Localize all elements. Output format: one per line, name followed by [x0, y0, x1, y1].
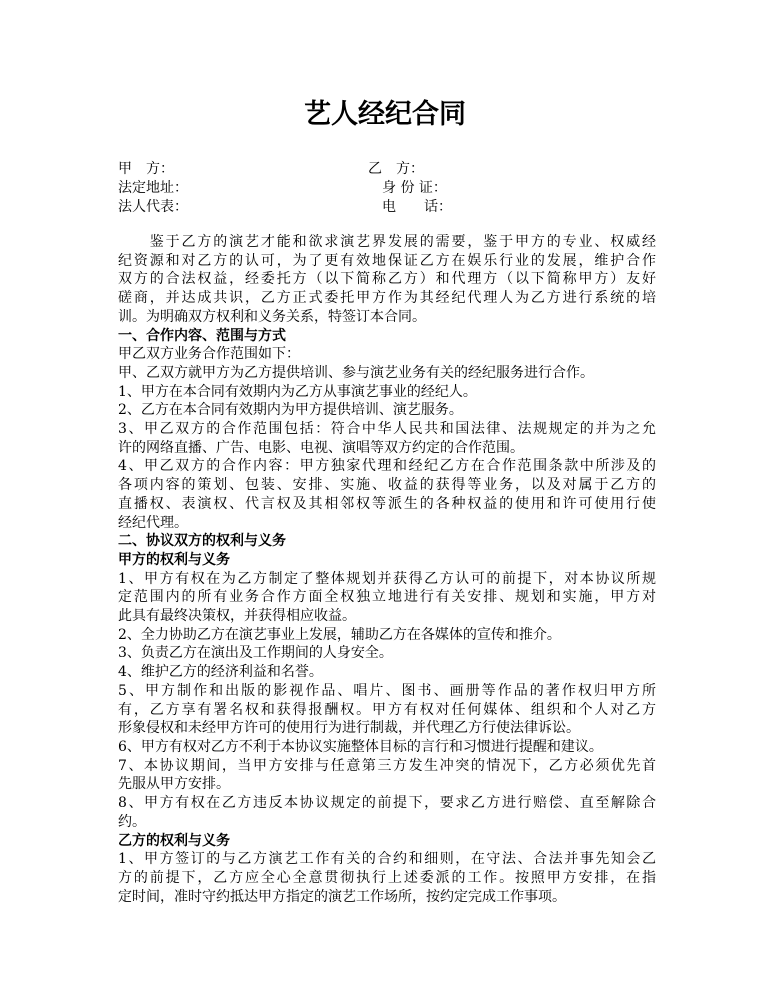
body-line: 许的网络直播、广告、电影、电视、演唱等双方约定的合作范围。: [118, 439, 524, 456]
body-line: 甲、乙双方就甲方为乙方提供培训、参与演艺业务有关的经纪服务进行合作。: [118, 364, 594, 381]
body-line: 形象侵权和未经甲方许可的使用行为进行制裁，并代理乙方行使法律诉讼。: [118, 720, 580, 737]
body-line: 鉴于乙方的演艺才能和欲求演艺界发展的需要，鉴于甲方的专业、权威经: [118, 234, 656, 250]
body-line: 甲乙双方业务合作范围如下：: [118, 346, 300, 363]
body-line: 有，乙方享有署名权和获得报酬权。甲方有权对任何媒体、组织和个人对乙方: [118, 701, 656, 718]
body-line: 1、甲方在本合同有效期内为乙方从事演艺事业的经纪人。: [118, 383, 477, 400]
body-line: 6、甲方有权对乙方不利于本协议实施整体目标的言行和习惯进行提醒和建议。: [118, 738, 603, 755]
body-line: 训。为明确双方权利和义务关系，特签订本合同。: [118, 308, 426, 325]
document-title: 艺人经纪合同: [304, 99, 466, 130]
body-line: 1、甲方签订的与乙方演艺工作有关的合约和细则，在守法、合法并事先知会乙: [118, 851, 656, 868]
body-line: 1、甲方有权在为乙方制定了整体规划并获得乙方认可的前提下，对本协议所规: [118, 570, 656, 587]
body-line: 定范围内的所有业务合作方面全权独立地进行有关安排、规划和实施，甲方对: [118, 589, 656, 606]
body-line: 8、甲方有权在乙方违反本协议规定的前提下，要求乙方进行赔偿、直至解除合: [118, 795, 656, 812]
body-line: 磋商，并达成共识，乙方正式委托甲方作为其经纪代理人为乙方进行系统的培: [118, 290, 656, 307]
body-line: 先服从甲方安排。: [118, 776, 230, 793]
legal-rep-label: 法人代表：: [118, 199, 188, 215]
body-line: 约。: [118, 813, 146, 830]
phone-label: 电 话：: [382, 199, 452, 215]
body-line: 双方的合法权益，经委托方（以下简称乙方）和代理方（以下简称甲方）友好: [118, 271, 656, 288]
legal-address-label: 法定地址：: [118, 180, 188, 196]
body-line: 4、维护乙方的经济利益和名誉。: [118, 664, 323, 681]
contract-body: [118, 233, 656, 906]
body-line: 3、负责乙方在演出及工作期间的人身安全。: [118, 645, 393, 662]
body-line: 5、甲方制作和出版的影视作品、唱片、图书、画册等作品的著作权归甲方所: [118, 682, 656, 699]
body-line: 2、全力协助乙方在演艺事业上发展，辅助乙方在各媒体的宣传和推介。: [118, 626, 561, 643]
body-line: 2、乙方在本合同有效期内为甲方提供培训、演艺服务。: [118, 402, 463, 419]
body-line: 4、甲乙双方的合作内容：甲方独家代理和经纪乙方在合作范围条款中所涉及的: [118, 458, 656, 475]
body-line: 定时间，准时守约抵达甲方指定的演艺工作场所，按约定完成工作事项。: [118, 888, 566, 905]
body-line: 各项内容的策划、包装、安排、实施、收益的获得等业务，以及对属于乙方的: [118, 477, 656, 494]
body-line: 7、本协议期间，当甲方安排与任意第三方发生冲突的情况下，乙方必须优先首: [118, 757, 656, 774]
party-b-label: 乙 方：: [368, 161, 424, 177]
section-heading: 乙方的权利与义务: [118, 832, 230, 849]
body-line: 经纪代理。: [118, 514, 188, 531]
body-line: 方的前提下，乙方应全心全意贯彻执行上述委派的工作。按照甲方安排，在指: [118, 869, 656, 886]
section-heading: 一、合作内容、范围与方式: [118, 327, 286, 344]
body-line: 直播权、表演权、代言权及其相邻权等派生的各种权益的使用和许可使用行使: [118, 495, 656, 512]
section-heading: 甲方的权利与义务: [118, 551, 230, 568]
party-a-label: 甲 方：: [118, 161, 174, 177]
id-number-label: 身 份 证：: [382, 180, 447, 196]
section-heading: 二、协议双方的权利与义务: [118, 533, 286, 550]
body-line: 此具有最终决策权，并获得相应收益。: [118, 608, 356, 625]
body-line: 3、甲乙双方的合作范围包括：符合中华人民共和国法律、法规规定的并为之允: [118, 421, 656, 438]
body-line: 纪资源和对乙方的认可，为了更有效地保证乙方在娱乐行业的发展，维护合作: [118, 252, 656, 269]
